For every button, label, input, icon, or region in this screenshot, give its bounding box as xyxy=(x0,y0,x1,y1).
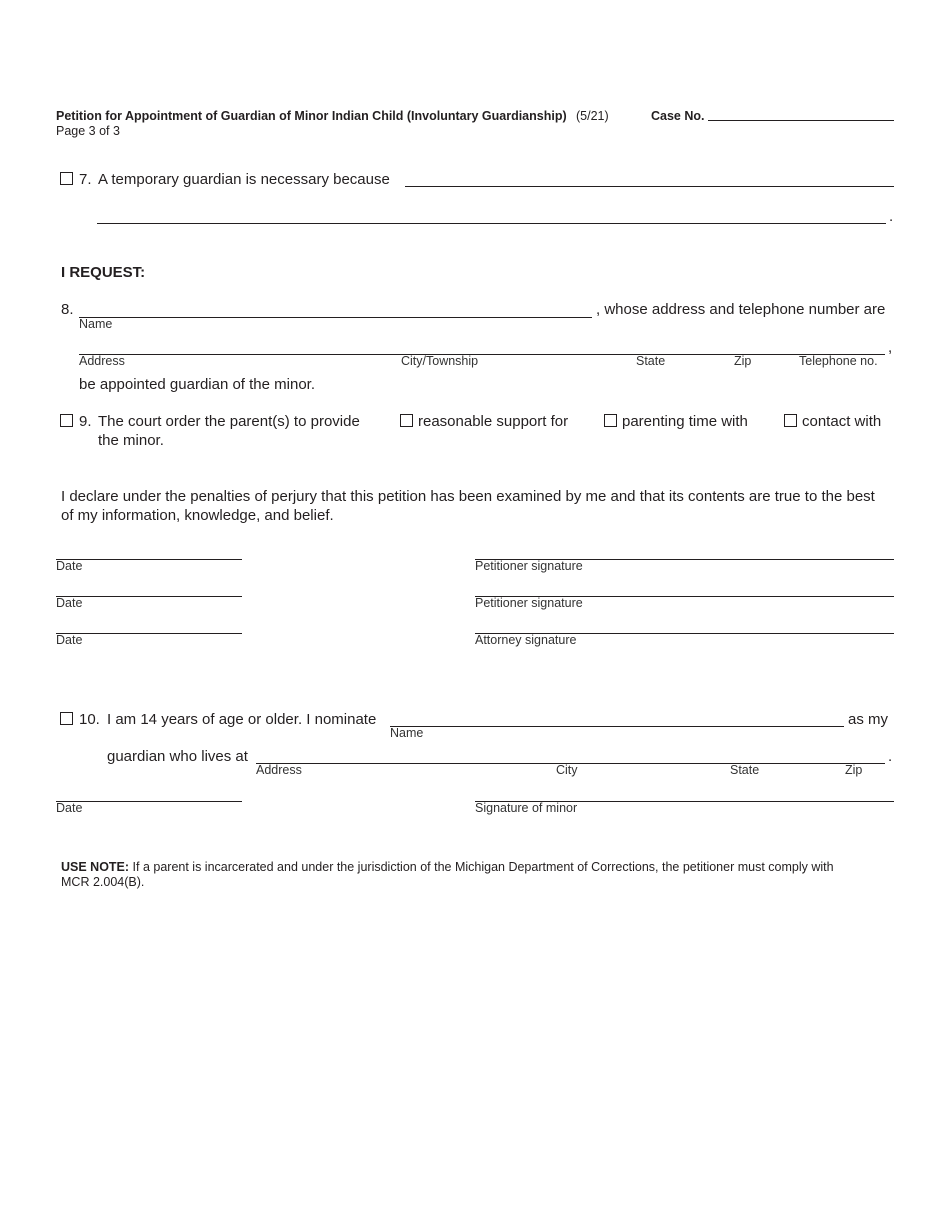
item8-name-field[interactable] xyxy=(79,317,592,318)
item8-state-label: State xyxy=(636,354,666,368)
minor-signature-label: Signature of minor xyxy=(475,801,578,815)
item10-zip-label: Zip xyxy=(845,763,863,777)
date-label-1: Date xyxy=(56,559,83,573)
item8-zip-label: Zip xyxy=(734,354,752,368)
item9-checkbox[interactable] xyxy=(60,414,73,427)
item10-address-label: Address xyxy=(256,763,302,777)
attorney-signature-label: Attorney signature xyxy=(475,633,577,647)
date-field-1[interactable] xyxy=(56,559,242,560)
item7-reason-field-1[interactable] xyxy=(405,186,894,187)
use-note-text-2: MCR 2.004(B). xyxy=(61,875,145,889)
reasonable-support-label: reasonable support for xyxy=(418,413,569,430)
item10-name-field[interactable] xyxy=(390,726,844,727)
item10-checkbox[interactable] xyxy=(60,712,73,725)
item9-text: The court order the parent(s) to provide xyxy=(98,413,360,430)
case-no-field[interactable] xyxy=(708,120,894,121)
item9-text-2: the minor. xyxy=(98,432,164,449)
item7-text: A temporary guardian is necessary because xyxy=(98,171,390,188)
petitioner-signature-label-2: Petitioner signature xyxy=(475,596,583,610)
item10-name-label: Name xyxy=(390,726,424,740)
item8-phone-label: Telephone no. xyxy=(799,354,878,368)
item8-closing: be appointed guardian of the minor. xyxy=(79,376,316,393)
form-revision: (5/21) xyxy=(576,109,609,123)
item10-line2: guardian who lives at xyxy=(107,748,248,765)
date-label-2: Date xyxy=(56,596,83,610)
item10-period: . xyxy=(888,748,893,765)
item10-date-label: Date xyxy=(56,801,83,815)
item9-number: 9. xyxy=(79,413,92,430)
item8-suffix: , whose address and telephone number are xyxy=(596,301,886,318)
item7-period: . xyxy=(889,208,894,225)
item7-reason-field-2[interactable] xyxy=(97,223,886,224)
item10-number: 10. xyxy=(79,711,100,728)
reasonable-support-checkbox[interactable] xyxy=(400,414,413,427)
date-field-3[interactable] xyxy=(56,633,242,634)
case-no-label: Case No. xyxy=(651,109,705,123)
item8-number: 8. xyxy=(61,301,74,318)
item8-city-label: City/Township xyxy=(401,354,479,368)
use-note-text-1: If a parent is incarcerated and under the jurisdiction of the Michigan Department of Corrections, the petitioner must comply with xyxy=(129,860,834,874)
use-note xyxy=(61,860,834,874)
item10-city-label: City xyxy=(556,763,578,777)
item10-date-field[interactable] xyxy=(56,801,242,802)
item8-name-label: Name xyxy=(79,317,113,331)
date-label-3: Date xyxy=(56,633,83,647)
declaration-text-2: of my information, knowledge, and belief. xyxy=(61,507,334,524)
item8-address-label: Address xyxy=(79,354,125,368)
petitioner-signature-label-1: Petitioner signature xyxy=(475,559,583,573)
form-title: Petition for Appointment of Guardian of Minor Indian Child (Involuntary Guardianship) xyxy=(56,109,567,123)
declaration-text-1: I declare under the penalties of perjury that this petition has been examined by me and that its contents are true to the best xyxy=(61,488,875,505)
item10-suffix: as my xyxy=(848,711,889,728)
contact-checkbox[interactable] xyxy=(784,414,797,427)
item8-address-field[interactable] xyxy=(79,354,885,355)
item10-text: I am 14 years of age or older. I nominate xyxy=(107,711,377,728)
date-field-2[interactable] xyxy=(56,596,242,597)
item10-state-label: State xyxy=(730,763,760,777)
item8-comma: , xyxy=(888,339,893,356)
item7-number: 7. xyxy=(79,171,92,188)
item7-checkbox[interactable] xyxy=(60,172,73,185)
use-note-label: USE NOTE: xyxy=(61,860,130,874)
page-number: Page 3 of 3 xyxy=(56,124,120,138)
contact-label: contact with xyxy=(802,413,882,430)
parenting-time-checkbox[interactable] xyxy=(604,414,617,427)
request-heading: I REQUEST: xyxy=(61,264,146,281)
parenting-time-label: parenting time with xyxy=(622,413,748,430)
